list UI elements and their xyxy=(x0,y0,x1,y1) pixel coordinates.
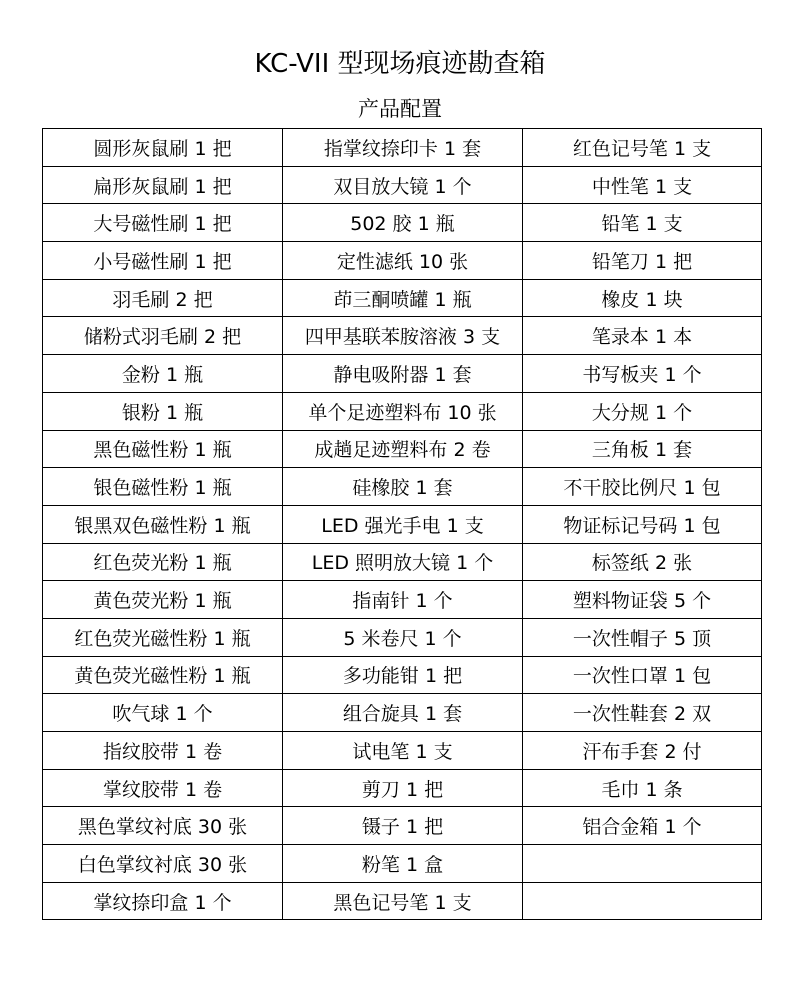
table-cell: LED 强光手电 1 支 xyxy=(283,505,523,543)
table-row xyxy=(43,392,762,430)
table-cell: 三角板 1 套 xyxy=(523,430,762,468)
table-cell: 银粉 1 瓶 xyxy=(43,392,283,430)
table-cell: 黑色磁性粉 1 瓶 xyxy=(43,430,283,468)
table-cell: 一次性口罩 1 包 xyxy=(523,656,762,694)
table-cell: 物证标记号码 1 包 xyxy=(523,505,762,543)
table-cell: 白色掌纹衬底 30 张 xyxy=(43,845,283,883)
table-cell: 5 米卷尺 1 个 xyxy=(283,618,523,656)
table-cell: 黑色掌纹衬底 30 张 xyxy=(43,807,283,845)
table-cell: 掌纹胶带 1 卷 xyxy=(43,769,283,807)
table-row xyxy=(43,242,762,280)
table-cell: 塑料物证袋 5 个 xyxy=(523,581,762,619)
table-row xyxy=(43,468,762,506)
table-cell: 扁形灰鼠刷 1 把 xyxy=(43,166,283,204)
section-subtitle: 产品配置 xyxy=(358,97,442,121)
table-cell: 定性滤纸 10 张 xyxy=(283,242,523,280)
table-cell: 金粉 1 瓶 xyxy=(43,355,283,393)
table-cell: 黄色荧光磁性粉 1 瓶 xyxy=(43,656,283,694)
table-cell xyxy=(523,845,762,883)
table-row xyxy=(43,618,762,656)
table-cell: 红色荧光粉 1 瓶 xyxy=(43,543,283,581)
table-cell: 掌纹捺印盒 1 个 xyxy=(43,882,283,920)
table-cell: 多功能钳 1 把 xyxy=(283,656,523,694)
table-cell: 小号磁性刷 1 把 xyxy=(43,242,283,280)
table-row xyxy=(43,505,762,543)
table-cell: 一次性帽子 5 顶 xyxy=(523,618,762,656)
table-cell: 羽毛刷 2 把 xyxy=(43,279,283,317)
table-cell: 指掌纹捺印卡 1 套 xyxy=(283,129,523,167)
table-cell: 单个足迹塑料布 10 张 xyxy=(283,392,523,430)
table-row xyxy=(43,882,762,920)
table-cell: 大分规 1 个 xyxy=(523,392,762,430)
table-row xyxy=(43,355,762,393)
table-cell: 铅笔 1 支 xyxy=(523,204,762,242)
table-row xyxy=(43,166,762,204)
table-cell: 吹气球 1 个 xyxy=(43,694,283,732)
table-row xyxy=(43,694,762,732)
table-cell xyxy=(523,882,762,920)
table-cell: 试电笔 1 支 xyxy=(283,732,523,770)
table-cell: 红色荧光磁性粉 1 瓶 xyxy=(43,618,283,656)
table-cell: 毛巾 1 条 xyxy=(523,769,762,807)
table-cell: 不干胶比例尺 1 包 xyxy=(523,468,762,506)
table-cell: 硅橡胶 1 套 xyxy=(283,468,523,506)
table-row xyxy=(43,769,762,807)
table-row xyxy=(43,581,762,619)
table-cell: 茚三酮喷罐 1 瓶 xyxy=(283,279,523,317)
table-cell: 双目放大镜 1 个 xyxy=(283,166,523,204)
table-cell: 一次性鞋套 2 双 xyxy=(523,694,762,732)
table-cell: 指纹胶带 1 卷 xyxy=(43,732,283,770)
table-cell: 大号磁性刷 1 把 xyxy=(43,204,283,242)
table-row xyxy=(43,807,762,845)
table-cell: 橡皮 1 块 xyxy=(523,279,762,317)
table-row xyxy=(43,129,762,167)
table-row xyxy=(43,279,762,317)
table-cell: 静电吸附器 1 套 xyxy=(283,355,523,393)
table-cell: 中性笔 1 支 xyxy=(523,166,762,204)
table-cell: 银黑双色磁性粉 1 瓶 xyxy=(43,505,283,543)
table-cell: 成趟足迹塑料布 2 卷 xyxy=(283,430,523,468)
table-row xyxy=(43,543,762,581)
page-title: KC-VII 型现场痕迹勘查箱 xyxy=(254,49,546,79)
table-cell: 铅笔刀 1 把 xyxy=(523,242,762,280)
table-cell: 黄色荧光粉 1 瓶 xyxy=(43,581,283,619)
table-cell: LED 照明放大镜 1 个 xyxy=(283,543,523,581)
table-row xyxy=(43,317,762,355)
table-cell: 红色记号笔 1 支 xyxy=(523,129,762,167)
table-row xyxy=(43,732,762,770)
table-cell: 银色磁性粉 1 瓶 xyxy=(43,468,283,506)
table-cell: 圆形灰鼠刷 1 把 xyxy=(43,129,283,167)
configuration-table xyxy=(42,128,762,920)
configuration-table-body xyxy=(43,129,762,920)
table-cell: 书写板夹 1 个 xyxy=(523,355,762,393)
table-cell: 标签纸 2 张 xyxy=(523,543,762,581)
table-cell: 笔录本 1 本 xyxy=(523,317,762,355)
table-cell: 黑色记号笔 1 支 xyxy=(283,882,523,920)
table-cell: 组合旋具 1 套 xyxy=(283,694,523,732)
table-cell: 铝合金箱 1 个 xyxy=(523,807,762,845)
table-row xyxy=(43,430,762,468)
table-row xyxy=(43,204,762,242)
table-row xyxy=(43,845,762,883)
table-cell: 剪刀 1 把 xyxy=(283,769,523,807)
table-cell: 镊子 1 把 xyxy=(283,807,523,845)
table-cell: 502 胶 1 瓶 xyxy=(283,204,523,242)
table-row xyxy=(43,656,762,694)
table-cell: 四甲基联苯胺溶液 3 支 xyxy=(283,317,523,355)
table-cell: 指南针 1 个 xyxy=(283,581,523,619)
table-cell: 粉笔 1 盒 xyxy=(283,845,523,883)
table-cell: 汗布手套 2 付 xyxy=(523,732,762,770)
table-cell: 储粉式羽毛刷 2 把 xyxy=(43,317,283,355)
